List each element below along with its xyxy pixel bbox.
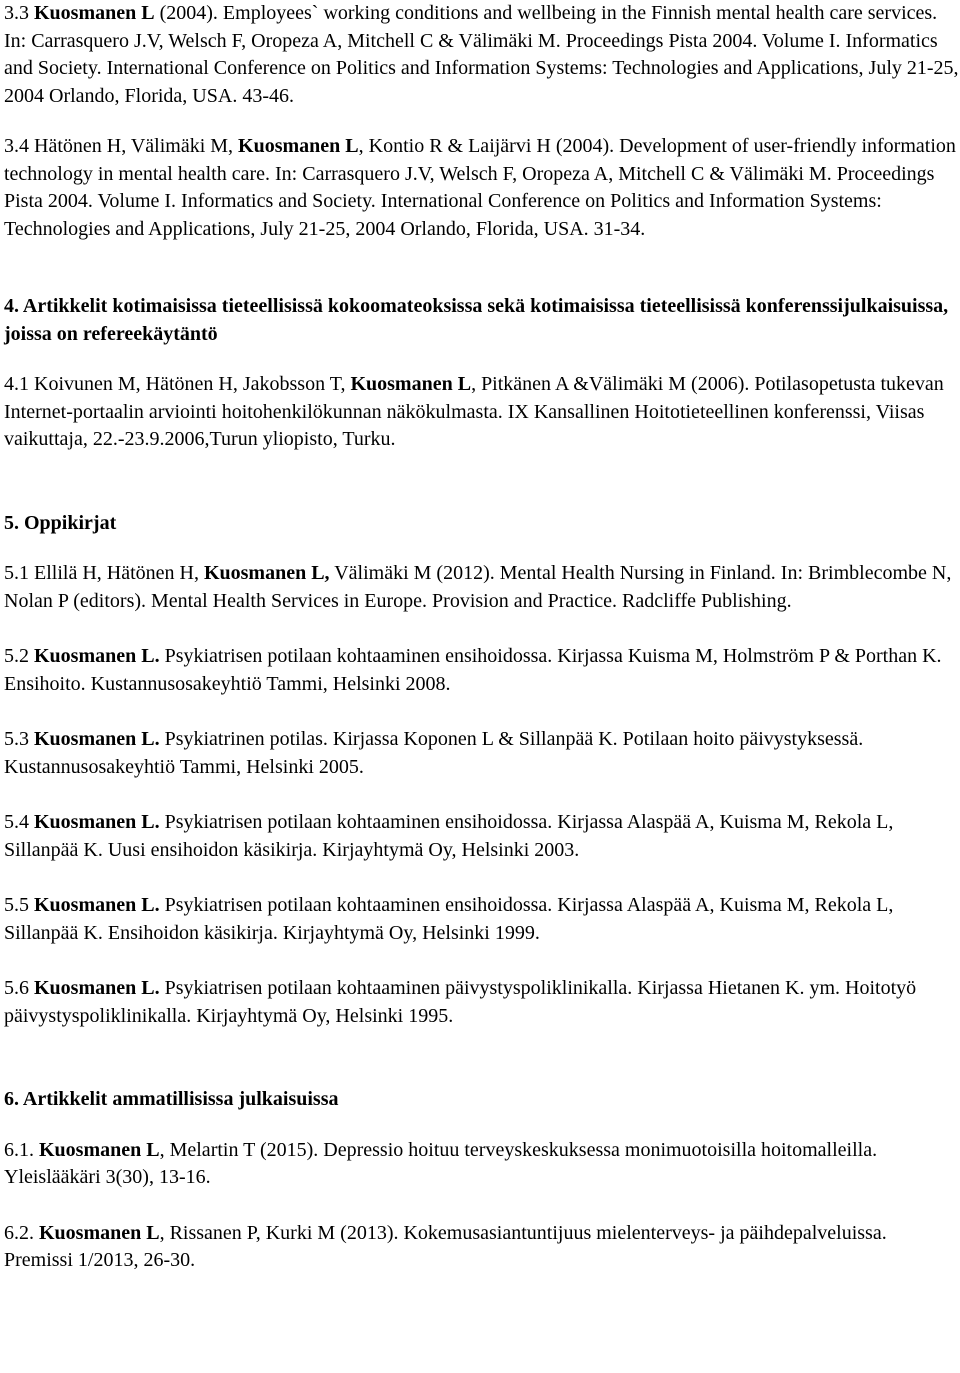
reference-3-4 [4, 133, 960, 243]
reference-number: 5.4 [4, 811, 29, 833]
reference-5-5 [4, 892, 960, 947]
reference-5-6 [4, 975, 960, 1030]
highlighted-author: Kuosmanen L [34, 2, 155, 24]
reference-5-2 [4, 643, 960, 698]
reference-number: 5.1 [4, 562, 29, 584]
reference-4-1 [4, 371, 960, 454]
reference-5-4 [4, 809, 960, 864]
reference-3-3 [4, 0, 960, 110]
highlighted-author: Kuosmanen L [350, 373, 472, 395]
reference-text: Psykiatrisen potilaan kohtaaminen päivystyspoliklinikalla. Kirjassa Hietanen K. ym. Hoitotyö päivystyspoliklinikalla. Kirjayhtymä Oy, Helsinki 1995. [4, 977, 917, 1027]
highlighted-author: Kuosmanen L [39, 1138, 160, 1161]
reference-5-1 [4, 560, 960, 615]
reference-text: Psykiatrisen potilaan kohtaaminen ensihoidossa. Kirjassa Alaspää A, Kuisma M, Rekola L, Sillanpää K. Uusi ensihoidon käsikirja. Kirjayhtymä Oy, Helsinki 2003. [4, 811, 894, 861]
highlighted-author: Kuosmanen L. [34, 811, 160, 833]
reference-text: Psykiatrisen potilaan kohtaaminen ensihoidossa. Kirjassa Alaspää A, Kuisma M, Rekola L, Sillanpää K. Ensihoidon käsikirja. Kirjayhtymä Oy, Helsinki 1999. [4, 894, 894, 944]
highlighted-author: Kuosmanen L [238, 135, 359, 157]
reference-text: Välimäki M (2012). Mental Health Nursing in Finland. In: Brimblecombe N, Nolan P (editors). Mental Health Services in Europe. Provision and Practice. Radcliffe Publishing. [4, 562, 952, 612]
reference-text: , Rissanen P, Kurki M (2013). Kokemusasiantuntijuus mielenterveys- ja päihdepalveluissa. Premissi 1/2013, 26-30. [4, 1221, 887, 1271]
reference-number: 5.2 [4, 645, 29, 667]
reference-text-before: Hätönen H, Välimäki M, [29, 135, 239, 157]
highlighted-author: Kuosmanen L. [34, 645, 160, 667]
reference-text-before: Koivunen M, Hätönen H, Jakobsson T, [29, 373, 351, 395]
reference-number: 5.6 [4, 977, 29, 999]
highlighted-author: Kuosmanen L. [34, 894, 160, 916]
highlighted-author: Kuosmanen L. [34, 728, 160, 750]
reference-number: 6.1. [4, 1138, 34, 1161]
reference-text: , Melartin T (2015). Depressio hoituu terveyskeskuksessa monimuotoisilla hoitomalleilla. Yleislääkäri 3(30), 13-16. [4, 1138, 878, 1188]
reference-text: , Pitkänen A &Välimäki M (2006). Potilasopetusta tukevan Internet-portaalin arviointi hoitohenkilökunnan näkökulmasta. IX Kansallinen Hoitotieteellinen konferenssi, Viisas vaikuttaja, 22.-23.9.2006,Turun yliopisto, Turku. [4, 373, 944, 450]
reference-number: 5.3 [4, 728, 29, 750]
reference-number: 3.3 [4, 2, 29, 24]
reference-text: Psykiatrinen potilas. Kirjassa Koponen L & Sillanpää K. Potilaan hoito päivystyksessä. Kustannusosakeyhtiö Tammi, Helsinki 2005. [4, 728, 864, 778]
section-heading-4: 4. Artikkelit kotimaisissa tieteellisissä kokoomateoksissa sekä kotimaisissa tieteellisissä konferenssijulkaisuissa, joissa on refereekäytäntö [4, 295, 949, 345]
reference-text-before: Ellilä H, Hätönen H, [29, 562, 204, 584]
reference-text: (2004). Employees` working conditions and wellbeing in the Finnish mental health care services. In: Carrasquero J.V, Welsch F, Oropeza A, Mitchell C & Välimäki M. Proceedings Pista 2004. Volume I. Informatics and Society. International Conference on Politics and Information Systems: Technologies and Applications, July 21-25, 2004 Orlando, Florida, USA. 43-46. [4, 2, 959, 107]
highlighted-author: Kuosmanen L [39, 1221, 160, 1244]
reference-text: Psykiatrisen potilaan kohtaaminen ensihoidossa. Kirjassa Kuisma M, Holmström P & Porthan K. Ensihoito. Kustannusosakeyhtiö Tammi, Helsinki 2008. [4, 645, 942, 695]
highlighted-author: Kuosmanen L, [203, 562, 330, 584]
highlighted-author: Kuosmanen L. [34, 977, 160, 999]
reference-text: , Kontio R & Laijärvi H (2004). Development of user-friendly information technology in mental health care. In: Carrasquero J.V, Welsch F, Oropeza A, Mitchell C & Välimäki M. Proceedings Pista 2004. Volume I. Informatics and Society. International Conference on Politics and Information Systems: Technologies and Applications, July 21-25, 2004 Orlando, Florida, USA. 31-34. [4, 135, 956, 240]
reference-6-2 [4, 1220, 960, 1275]
reference-number: 4.1 [4, 373, 29, 395]
section-heading-5: 5. Oppikirjat [4, 511, 117, 534]
reference-number: 6.2. [4, 1221, 34, 1244]
reference-number: 3.4 [4, 135, 29, 157]
reference-6-1 [4, 1137, 960, 1192]
reference-number: 5.5 [4, 894, 29, 916]
section-heading-6: 6. Artikkelit ammatillisissa julkaisuissa [4, 1088, 339, 1110]
reference-5-3 [4, 726, 960, 781]
